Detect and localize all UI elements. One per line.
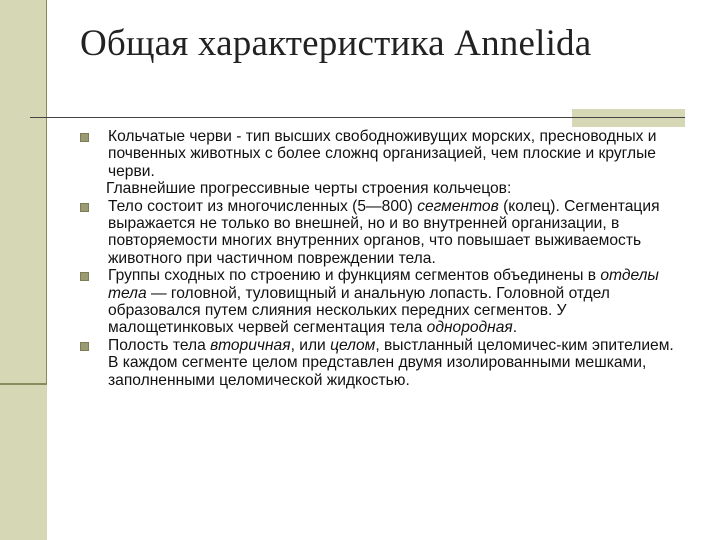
title-accent-block [572,109,685,127]
bullet-item [80,128,680,180]
square-bullet-icon [80,342,89,351]
text-run: , или [290,336,331,354]
slide-title: Общая характеристика Annelida [80,23,592,64]
text-run: Главнейшие прогрессивные черты строения кольчецов: [106,180,512,198]
emphasized-term: сегментов [417,197,499,215]
text-run: . [512,319,518,337]
text-run: Полость тела [108,336,211,354]
left-decorative-band [0,0,47,540]
text-run: , выстланный целомичес-ким эпителием. В каждом сегменте целом представлен двумя изолированными мешками, заполненными целомической жидкостью. [108,336,674,389]
emphasized-term: целом [330,336,376,354]
square-bullet-icon [80,203,89,212]
square-bullet-icon [80,133,89,142]
emphasized-term: однородная [426,319,513,337]
text-run: Группы сходных по строению и функциям сегментов объединены в [108,267,601,285]
emphasized-term: отделы тела [108,267,659,302]
bullet-item [80,198,680,268]
text-run: (колец). Сегментация выражается не только во внешней, но и во внутренней организации, в повторяемости многих внутренних органов, что повышает выживаемость животного при частичном повреждении тела. [108,197,660,267]
bullet-item [80,337,680,389]
text-run: Кольчатые черви - тип высших свободноживущих морских, пресноводных и почвенных животных с более сложнq организацией, чем плоские и круглые черви. [108,128,657,180]
square-bullet-icon [80,272,89,281]
text-run: Тело состоит из многочисленных (5—800) [108,197,418,215]
band-divider [46,0,47,383]
title-underline [30,117,685,118]
text-run: — головной, туловищный и анальную лопасть. Головной отдел образовался путем слияния нескольких передних сегментов. У малощетинковых червей сегментация тела [108,284,610,337]
bullet-item [80,267,680,337]
subheading-line [80,180,680,197]
band-foot-rule [0,383,47,385]
emphasized-term: вторичная [210,336,291,354]
slide-body [80,128,680,389]
